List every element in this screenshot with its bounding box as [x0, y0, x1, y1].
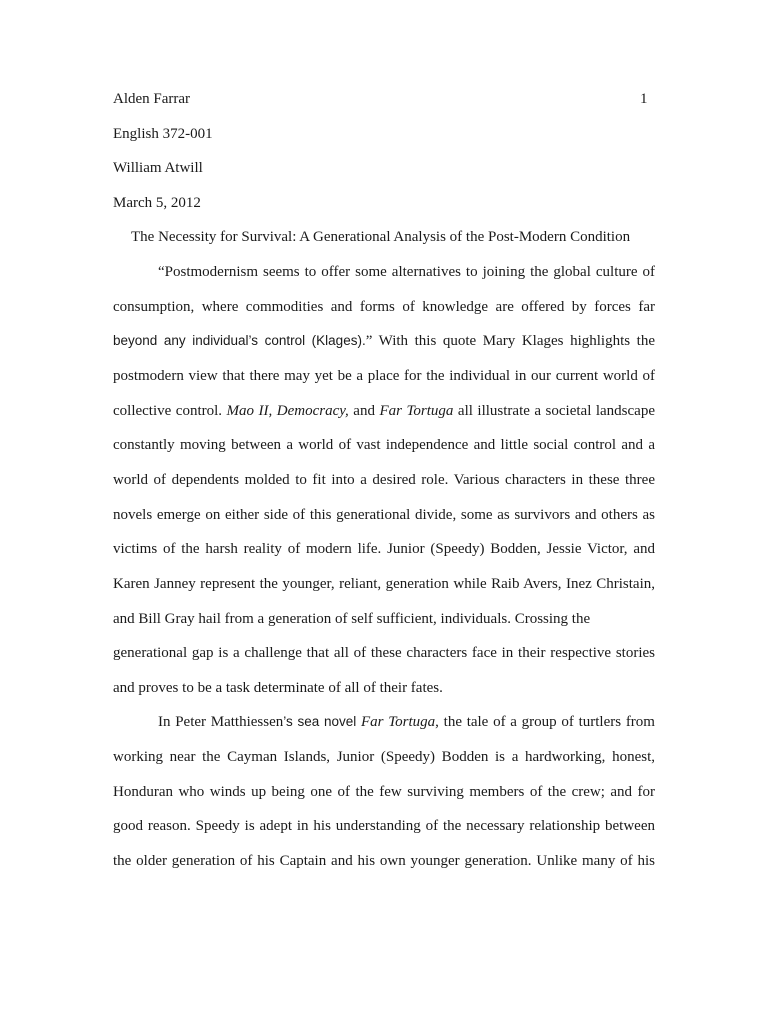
body-line [113, 332, 655, 350]
body-line: generational gap is a challenge that all of these characters face in their respective stories [113, 645, 655, 661]
quote-sans-text: beyond any individual’s control (Klages). [113, 333, 366, 348]
body-text: and [348, 403, 380, 419]
body-line: victims of the harsh reality of modern life. Junior (Speedy) Bodden, Jessie Victor, and [113, 541, 655, 557]
body-line: “Postmodernism seems to offer some alternatives to joining the global culture of [158, 264, 655, 280]
body-text: collective control. [113, 403, 227, 419]
course-name: English 372-001 [113, 126, 213, 142]
body-line: and proves to be a task determinate of all of their fates. [113, 680, 443, 696]
body-line: the older generation of his Captain and his own younger generation. Unlike many of his [113, 853, 655, 869]
body-text: ” With this quote Mary Klages highlights the [365, 333, 655, 349]
body-line: postmodern view that there may yet be a place for the individual in our current world of [113, 368, 655, 384]
body-line: consumption, where commodities and forms of knowledge are offered by forces far [113, 299, 655, 315]
body-line [113, 402, 655, 420]
body-line: and Bill Gray hail from a generation of self sufficient, individuals. Crossing the [113, 611, 591, 627]
body-line [158, 713, 655, 731]
body-text: all illustrate a societal landscape [453, 403, 655, 419]
instructor-name: William Atwill [113, 160, 203, 176]
body-line: good reason. Speedy is adept in his understanding of the necessary relationship between [113, 818, 655, 834]
paper-date: March 5, 2012 [113, 195, 201, 211]
paper-title: The Necessity for Survival: A Generational Analysis of the Post-Modern Condition [131, 229, 631, 245]
italic-title: Far Tortuga [360, 714, 436, 730]
body-line: world of dependents molded to fit into a desired role. Various characters in these three [113, 472, 655, 488]
body-line: novels emerge on either side of this generational divide, some as survivors and others as [113, 507, 655, 523]
body-line: working near the Cayman Islands, Junior (Speedy) Bodden is a hardworking, honest, [113, 749, 655, 765]
italic-title: Far Tortuga [379, 403, 454, 419]
page-number: 1 [640, 91, 648, 107]
body-text: In Peter Matthiessen [158, 714, 284, 730]
body-line: constantly moving between a world of vast independence and little social control and a [113, 437, 655, 453]
italic-title: Mao II, Democracy, [226, 403, 349, 419]
body-text: , the tale of a group of turtlers from [435, 714, 655, 730]
sans-text: ’s sea novel [283, 714, 361, 729]
body-line: Karen Janney represent the younger, reliant, generation while Raib Avers, Inez Christain, [113, 576, 655, 592]
body-line: Honduran who winds up being one of the few surviving members of the crew; and for [113, 784, 655, 800]
author-name: Alden Farrar [113, 91, 191, 107]
